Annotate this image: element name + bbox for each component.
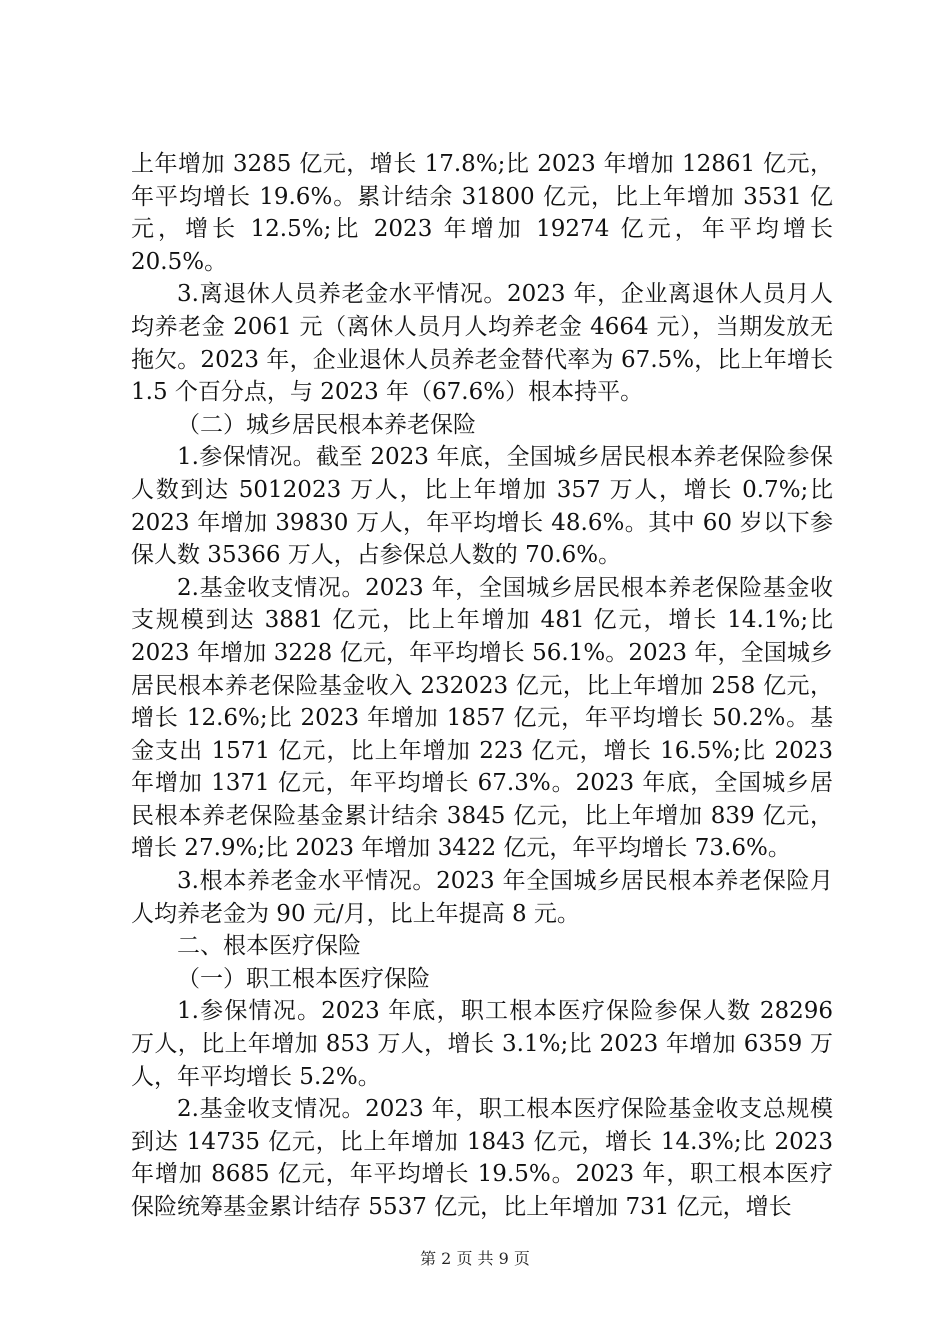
paragraph-retiree-pension: 3.离退休人员养老金水平情况。2023 年，企业离退休人员月人均养老金 2061 元（离休人员月人均养老金 4664 元），当期发放无拖欠。2023 年，企业退休人员养老金替代率为 67.5%，比上年增长 1.5 个百分点，与 2023 年（67.6%）根本持平。	[131, 281, 833, 406]
document-body	[131, 148, 833, 1224]
page-number-footer: 第 2 页 共 9 页	[420, 1249, 530, 1268]
section-heading-medical: 二、根本医疗保险	[177, 933, 361, 960]
paragraph-medical-enrollment: 1.参保情况。2023 年底，职工根本医疗保险参保人数 28296 万人，比上年增加 853 万人，增长 3.1%;比 2023 年增加 6359 万人，年平均增长 5.2%。	[131, 998, 833, 1090]
paragraph-rural-fund: 2.基金收支情况。2023 年，全国城乡居民根本养老保险基金收支规模到达 3881 亿元，比上年增加 481 亿元，增长 14.1%;比 2023 年增加 3228 亿元，年平均增长 56.1%。2023 年，全国城乡居民根本养老保险基金收入 232023 亿元，比上年增加 258 亿元，增长 12.6%;比 2023 年增加 1857 亿元，年平均增长 50.2%。基金支出 1571 亿元，比上年增加 223 亿元，增长 16.5%;比 2023 年增加 1371 亿元，年平均增长 67.3%。2023 年底，全国城乡居民根本养老保险基金累计结余 3845 亿元，比上年增加 839 亿元，增长 27.9%;比 2023 年增加 3422 亿元，年平均增长 73.6%。	[131, 574, 833, 862]
section-heading-rural-pension: （二）城乡居民根本养老保险	[177, 411, 476, 438]
paragraph-continuation: 上年增加 3285 亿元，增长 17.8%;比 2023 年增加 12861 亿元，年平均增长 19.6%。累计结余 31800 亿元，比上年增加 3531 亿元，增长 12.5%;比 2023 年增加 19274 亿元，年平均增长 20.5%。	[131, 151, 833, 275]
paragraph-rural-pension-level: 3.根本养老金水平情况。2023 年全国城乡居民根本养老保险月人均养老金为 90 元/月，比上年提高 8 元。	[131, 868, 833, 927]
section-heading-employee-medical: （一）职工根本医疗保险	[177, 965, 430, 992]
paragraph-medical-fund: 2.基金收支情况。2023 年，职工根本医疗保险基金收支总规模到达 14735 亿元，比上年增加 1843 亿元，增长 14.3%;比 2023 年增加 8685 亿元，年平均增长 19.5%。2023 年，职工根本医疗保险统筹基金累计结存 5537 亿元，比上年增加 731 亿元，增长	[131, 1096, 833, 1220]
paragraph-rural-enrollment: 1.参保情况。截至 2023 年底，全国城乡居民根本养老保险参保人数到达 5012023 万人，比上年增加 357 万人，增长 0.7%;比 2023 年增加 39830 万人，年平均增长 48.6%。其中 60 岁以下参保人数 35366 万人，占参保总人数的 70.6%。	[131, 444, 833, 569]
